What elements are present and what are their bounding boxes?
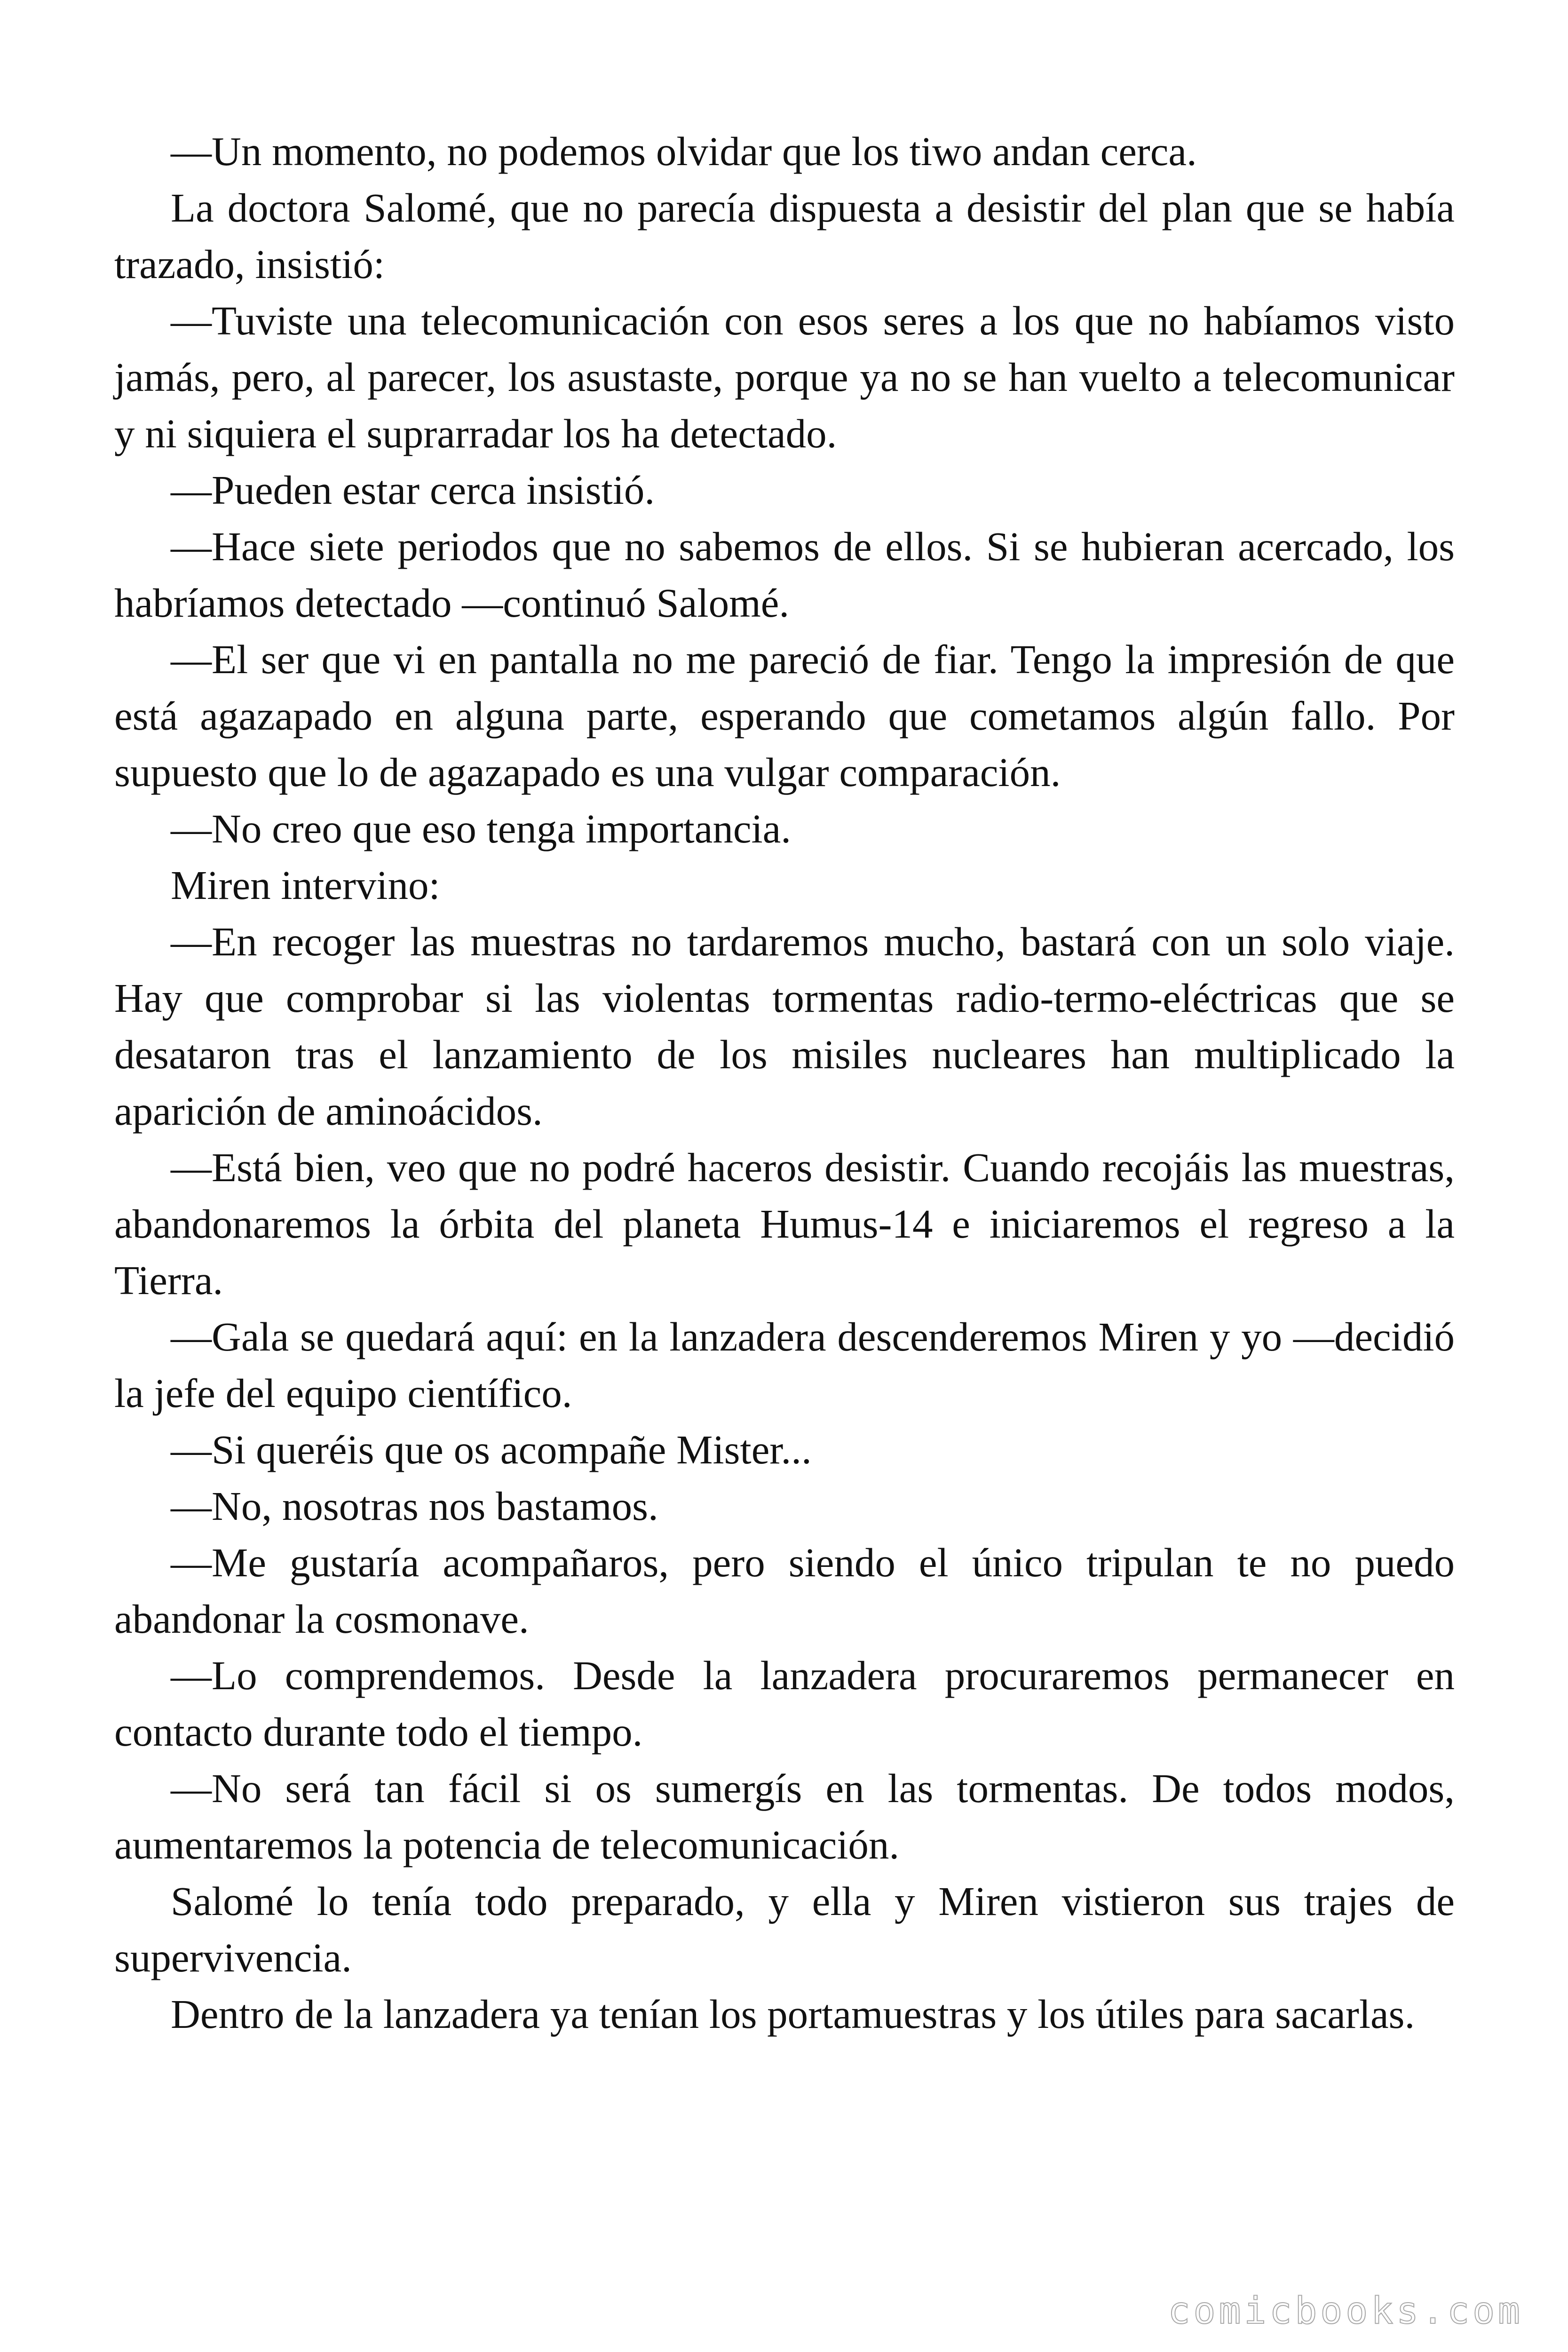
paragraph: La doctora Salomé, que no parecía dispuesta a desistir del plan que se había trazado, insistió: (114, 185, 1455, 287)
paragraph: —Un momento, no podemos olvidar que los tiwo andan cerca. (171, 128, 1197, 174)
body-text (114, 123, 1455, 2042)
paragraph: —Hace siete periodos que no sabemos de ellos. Si se hubieran acercado, los habríamos detectado —continuó Salomé. (114, 524, 1455, 626)
paragraph: —No será tan fácil si os sumergís en las tormentas. De todos modos, aumentaremos la potencia de telecomunicación. (114, 1765, 1455, 1867)
paragraph: —Gala se quedará aquí: en la lanzadera descenderemos Miren y yo —decidió la jefe del equipo científico. (114, 1314, 1455, 1416)
paragraph: Dentro de la lanzadera ya tenían los portamuestras y los útiles para sacarlas. (171, 1991, 1415, 2037)
paragraph: Salomé lo tenía todo preparado, y ella y Miren vistieron sus trajes de supervivencia. (114, 1878, 1455, 1980)
paragraph: —Lo comprendemos. Desde la lanzadera procuraremos permanecer en contacto durante todo el tiempo. (114, 1653, 1455, 1755)
paragraph: —El ser que vi en pantalla no me pareció de fiar. Tengo la impresión de que está agazapado en alguna parte, esperando que cometamos algún fallo. Por supuesto que lo de agazapado es una vulgar comparación. (114, 636, 1455, 795)
paragraph: —Si queréis que os acompañe Mister... (171, 1427, 812, 1472)
paragraph: —Está bien, veo que no podré haceros desistir. Cuando recojáis las muestras, abandonaremos la órbita del planeta Humus-14 e iniciaremos el regreso a la Tierra. (114, 1144, 1455, 1303)
paragraph: —Tuviste una telecomunicación con esos seres a los que no habíamos visto jamás, pero, al parecer, los asustaste, porque ya no se han vuelto a telecomunicar y ni siquiera el suprarradar los ha detectado. (114, 298, 1455, 456)
paragraph: Miren intervino: (171, 862, 440, 908)
paragraph: —Me gustaría acompañaros, pero siendo el único tripulan te no puedo abandonar la cosmonave. (114, 1540, 1455, 1642)
watermark: comicbooks.com (1168, 2290, 1523, 2332)
paragraph: —No creo que eso tenga importancia. (171, 806, 792, 851)
paragraph: —Pueden estar cerca insistió. (171, 467, 655, 513)
paragraph: —No, nosotras nos bastamos. (171, 1483, 658, 1529)
paragraph: —En recoger las muestras no tardaremos mucho, bastará con un solo viaje. Hay que comprobar si las violentas tormentas radio-termo-eléctricas que se desataron tras el lanzamiento de los misiles nucleares han multiplicado la aparición de aminoácidos. (114, 919, 1455, 1134)
